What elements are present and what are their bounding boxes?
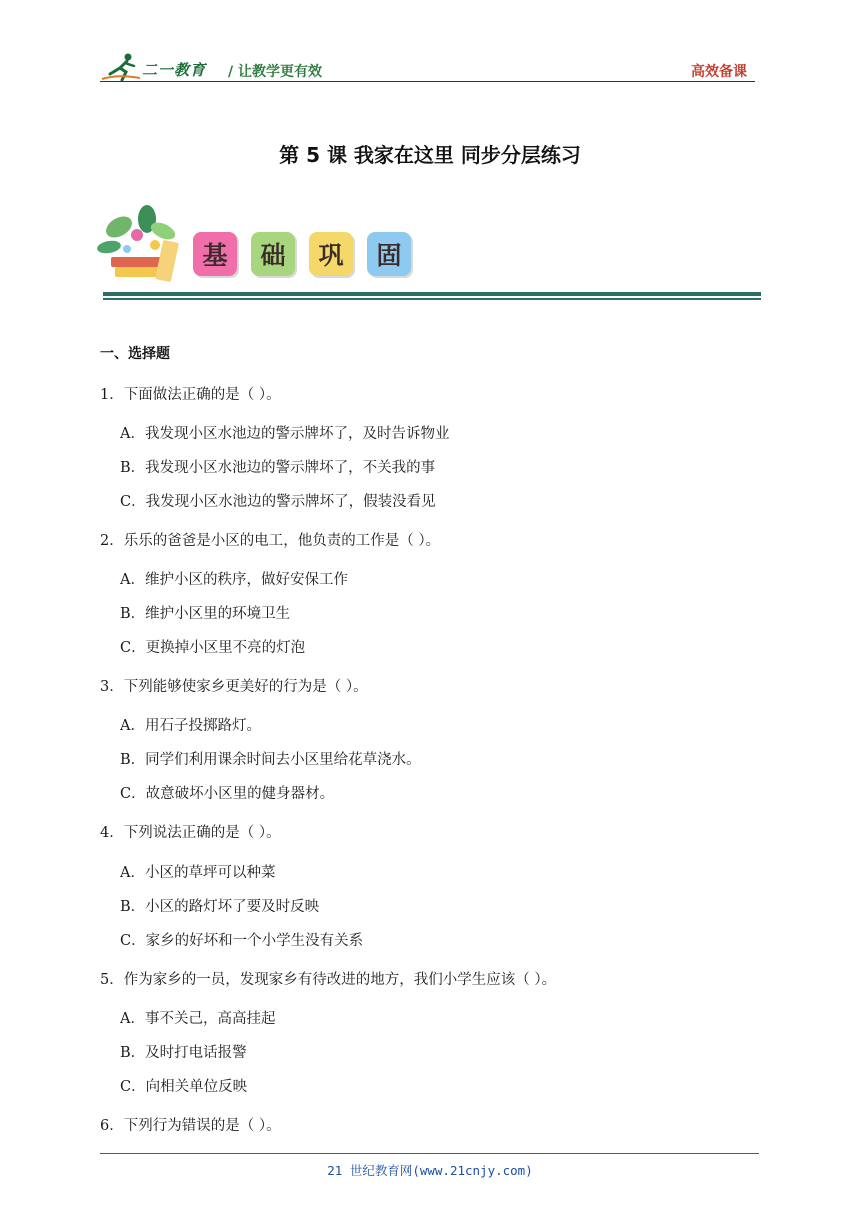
header-right-label: 高效备课 <box>691 64 747 80</box>
question-stem: 3．下列能够使家乡更美好的行为是（ ）。 <box>100 679 368 695</box>
question-option: A．维护小区的秩序，做好安保工作 <box>120 572 348 588</box>
question-option: A．小区的草坪可以种菜 <box>120 865 276 881</box>
question-option: A．用石子投掷路灯。 <box>120 718 261 734</box>
footer-source: 21 世纪教育网(www.21cnjy.com) <box>327 1163 533 1178</box>
question-option: B．小区的路灯坏了要及时反映 <box>120 899 320 915</box>
section-title: 一、选择题 <box>100 346 170 362</box>
header-divider <box>100 81 755 82</box>
banner-divider-thick <box>103 292 761 296</box>
books-plants-illustration-icon <box>97 205 189 285</box>
header-slogan: / 让教学更有效 <box>228 64 322 80</box>
banner-tile-4: 固 <box>367 232 411 276</box>
banner-tile-2: 础 <box>251 232 295 276</box>
question-option: C．更换掉小区里不亮的灯泡 <box>120 640 306 656</box>
question-option: C．故意破坏小区里的健身器材。 <box>120 786 335 802</box>
question-stem: 2．乐乐的爸爸是小区的电工，他负责的工作是（ ）。 <box>100 533 441 549</box>
question-stem: 5．作为家乡的一员，发现家乡有待改进的地方，我们小学生应该（ ）。 <box>100 972 557 988</box>
question-option: B．我发现小区水池边的警示牌坏了，不关我的事 <box>120 460 436 476</box>
question-stem: 4．下列说法正确的是（ ）。 <box>100 825 281 841</box>
section-banner <box>97 205 427 285</box>
page-title: 第 5 课 我家在这里 同步分层练习 <box>279 143 581 167</box>
logo <box>100 52 220 82</box>
question-option: C．向相关单位反映 <box>120 1079 248 1095</box>
footer-divider <box>100 1153 759 1154</box>
banner-divider-thin <box>103 298 761 300</box>
question-option: C．我发现小区水池边的警示牌坏了，假装没看见 <box>120 494 436 510</box>
runner-logo-icon <box>100 52 144 82</box>
page-header <box>100 50 755 82</box>
question-option: A．事不关己，高高挂起 <box>120 1011 276 1027</box>
question-option: B．及时打电话报警 <box>120 1045 247 1061</box>
question-option: C．家乡的好坏和一个小学生没有关系 <box>120 933 364 949</box>
question-stem: 1．下面做法正确的是（ ）。 <box>100 387 281 403</box>
question-option: B．同学们利用课余时间去小区里给花草浇水。 <box>120 752 421 768</box>
question-option: B．维护小区里的环境卫生 <box>120 606 291 622</box>
banner-tile-3: 巩 <box>309 232 353 276</box>
banner-tile-1: 基 <box>193 232 237 276</box>
question-stem: 6．下列行为错误的是（ ）。 <box>100 1118 281 1134</box>
question-option: A．我发现小区水池边的警示牌坏了，及时告诉物业 <box>120 426 450 442</box>
logo-text: 二一教育 <box>142 61 207 79</box>
